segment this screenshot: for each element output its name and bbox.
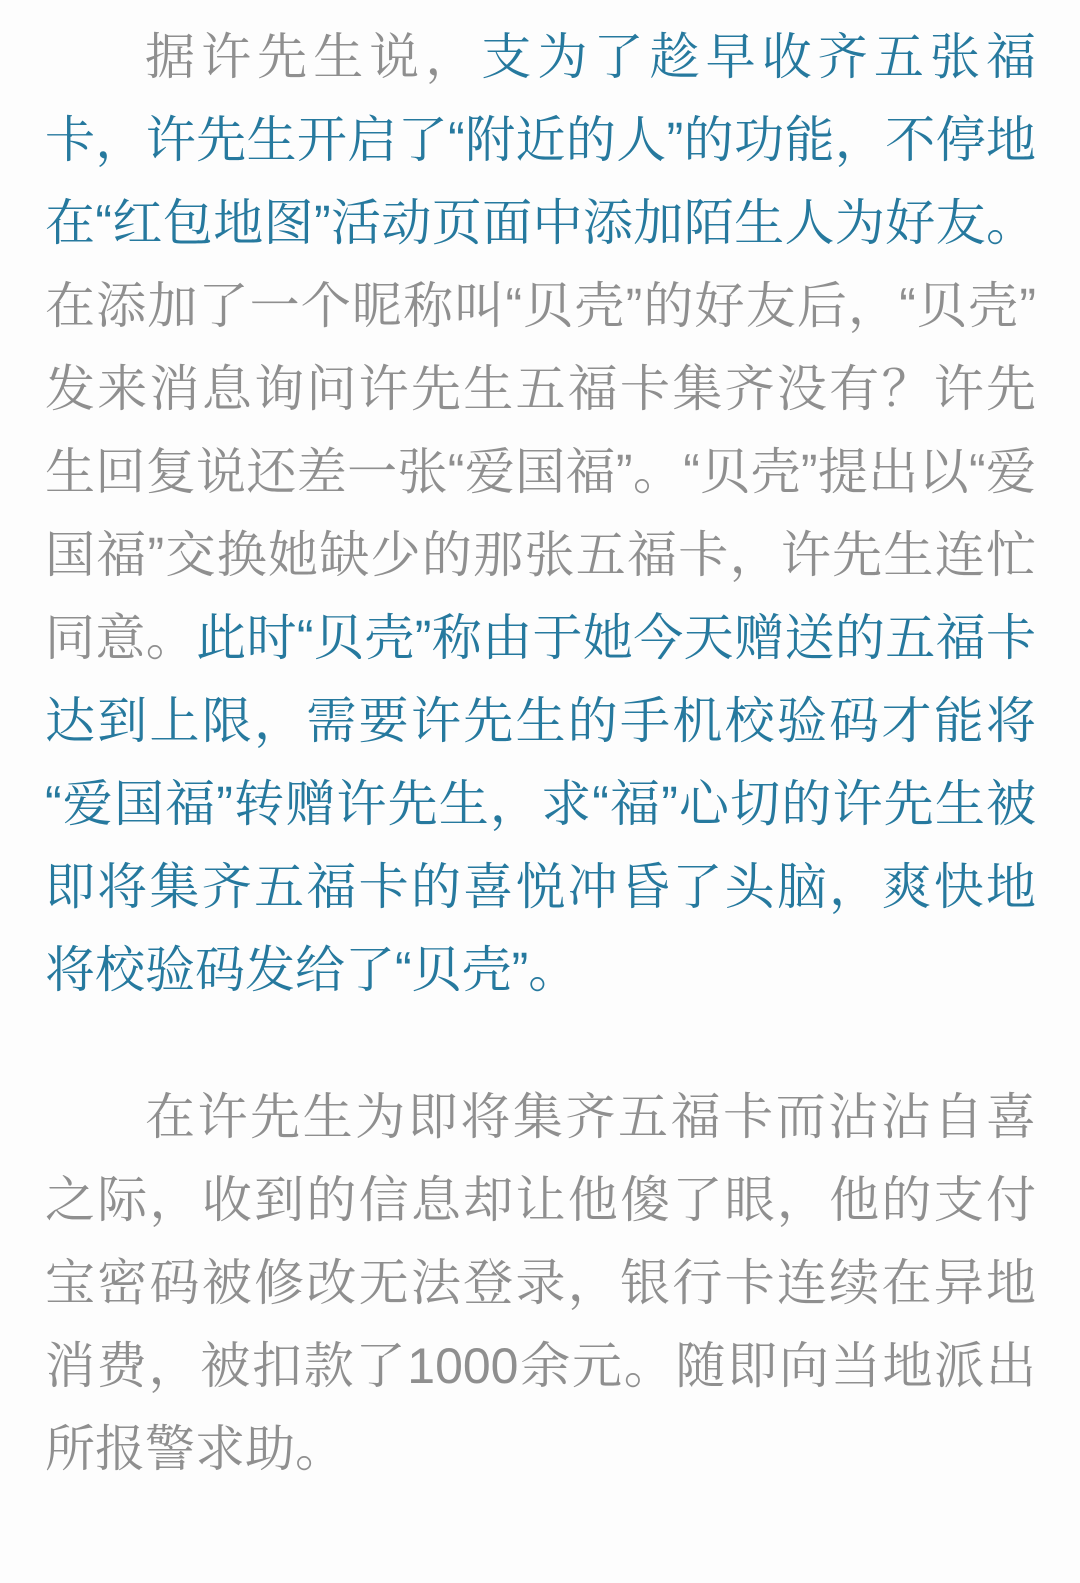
- text-run-highlighted: 支为了趁早收齐五张福卡，许先生开启了“附近的人”的功能，不停地在“红包地图”活动页面中添加陌生人为好友。: [45, 29, 1037, 251]
- text-run-highlighted: 此时“贝壳”称由于她今天赠送的五福卡达到上限，需要许先生的手机校验码才能将“爱国福”转赠许先生，求“福”心切的许先生被即将集齐五福卡的喜悦冲昏了头脑，爽快地将校验码发给了“贝壳”。: [45, 610, 1036, 998]
- story-paragraph-1: [45, 16, 1036, 1012]
- article-body: [45, 16, 1036, 1491]
- text-run: 在添加了一个昵称叫“贝壳”的好友后，“贝壳”发来消息询问许先生五福卡集齐没有？许先生回复说还差一张“爱国福”。“贝壳”提出以“爱国福”交换她缺少的那张五福卡，许先生连忙同意。: [45, 278, 1036, 666]
- text-run: 据许先生说，: [145, 29, 482, 85]
- story-paragraph-2: [45, 1076, 1036, 1491]
- text-run: 在许先生为即将集齐五福卡而沾沾自喜之际，收到的信息却让他傻了眼，他的支付宝密码被修改无法登录，银行卡连续在异地消费，被扣款了1000余元。随即向当地派出所报警求助。: [45, 1089, 1036, 1477]
